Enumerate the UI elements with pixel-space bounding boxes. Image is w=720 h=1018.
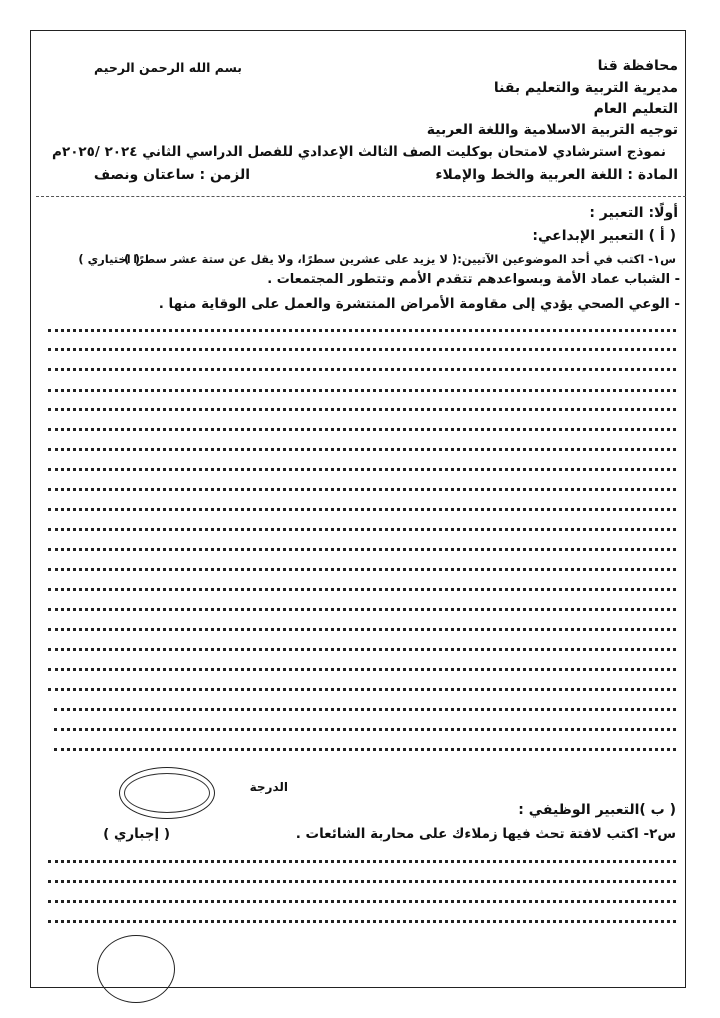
answer-line[interactable] [48, 468, 676, 471]
answer-line[interactable] [48, 548, 676, 551]
answer-line[interactable] [48, 588, 676, 591]
answer-line[interactable] [48, 508, 676, 511]
answer-line[interactable] [48, 648, 676, 651]
answer-line[interactable] [48, 389, 676, 392]
header-separator [36, 196, 686, 197]
functional-title: ( ب )التعبير الوظيفي : [518, 802, 676, 818]
question-1: س١- اكتب في أحد الموضوعين الآتيين:( لا يزيد على عشرين سطرًا، ولا يقل عن ستة عشر سطرًا ) [124, 252, 676, 266]
topic-2: - الوعي الصحي يؤدي إلى مقاومة الأمراض المنتشرة والعمل على الوقاية منها . [158, 296, 680, 312]
subject: المادة : اللغة العربية والخط والإملاء [435, 167, 678, 183]
grade-circle[interactable] [97, 935, 175, 1003]
governorate: محافظة قنا [597, 58, 678, 74]
answer-line[interactable] [48, 688, 676, 691]
optional-tag: ( اختياري ) [78, 252, 140, 266]
answer-line[interactable] [48, 880, 676, 883]
answer-line[interactable] [48, 368, 676, 371]
answer-line[interactable] [54, 708, 676, 711]
section-title: أولًا: التعبير : [589, 205, 678, 221]
answer-line[interactable] [48, 408, 676, 411]
answer-line[interactable] [48, 329, 676, 332]
basmala: بسم الله الرحمن الرحيم [94, 60, 242, 75]
answer-line[interactable] [54, 728, 676, 731]
answer-line[interactable] [48, 628, 676, 631]
question-2: س٢- اكتب لافتة تحث فيها زملاءك على محاربة الشائعات . [295, 826, 676, 842]
answer-line[interactable] [48, 900, 676, 903]
sector: التعليم العام [593, 101, 678, 117]
answer-line[interactable] [48, 528, 676, 531]
answer-line[interactable] [48, 860, 676, 863]
answer-line[interactable] [48, 488, 676, 491]
answer-line[interactable] [54, 748, 676, 751]
directorate: مديرية التربية والتعليم بقنا [493, 80, 678, 96]
grade-oval-inner [124, 773, 210, 813]
answer-line[interactable] [48, 668, 676, 671]
exam-title: نموذج استرشادي لامتحان بوكليت الصف الثالث الإعدادي للفصل الدراسي الثاني ٢٠٢٤ /٢٠٢٥م [52, 144, 666, 160]
grade-oval[interactable] [119, 767, 215, 819]
answer-line[interactable] [48, 568, 676, 571]
mandatory-tag: ( إجباري ) [103, 826, 170, 842]
answer-line[interactable] [48, 428, 676, 431]
guidance: توجيه التربية الاسلامية واللغة العربية [426, 122, 678, 138]
grade-label: الدرجة [249, 780, 288, 794]
topic-1: - الشباب عماد الأمة وبسواعدهم تتقدم الأمم وتتطور المجتمعات . [267, 272, 680, 287]
answer-line[interactable] [48, 348, 676, 351]
answer-line[interactable] [48, 920, 676, 923]
creative-title: ( أ ) التعبير الإبداعي: [532, 228, 676, 244]
answer-line[interactable] [48, 608, 676, 611]
exam-time: الزمن : ساعتان ونصف [93, 167, 250, 183]
answer-line[interactable] [48, 448, 676, 451]
